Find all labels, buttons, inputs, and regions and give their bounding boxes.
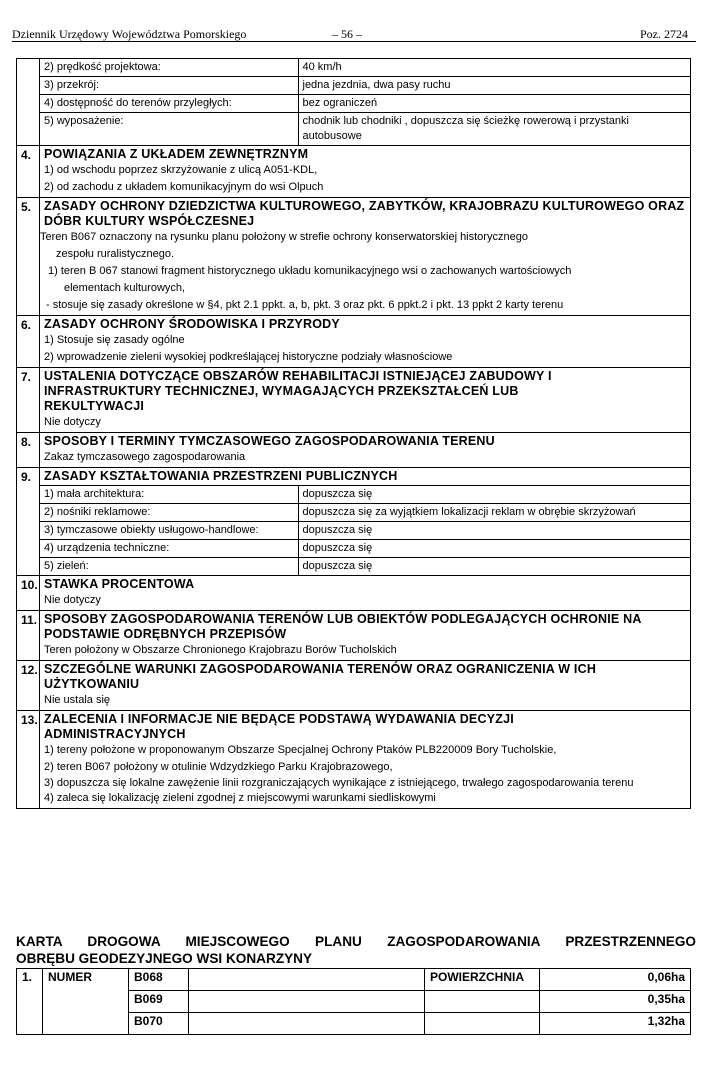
section-number: 5. [17, 198, 40, 316]
section-line: Nie ustala się [44, 694, 111, 706]
section-line: 4) zaleca się lokalizację zieleni zgodnej z miejscowymi warunkami siedliskowymi [44, 792, 436, 804]
powierzchnia-label: POWIERZCHNIA [425, 969, 540, 991]
road-number-table [16, 968, 691, 1035]
section-line: Nie dotyczy [44, 416, 101, 428]
section-line: 2) wprowadzenie zieleni wysokiej podkreślającej historyczne podziały własnościowe [44, 351, 453, 363]
road-area: 1,32ha [540, 1013, 691, 1035]
road-card-title [16, 933, 696, 967]
section-number: 10. [17, 576, 40, 611]
row-label: 5) zieleń: [40, 558, 298, 576]
public-space-table [40, 485, 690, 575]
section-line: 2) od zachodu z układem komunikacyjnym do wsi Olpuch [44, 181, 324, 193]
section-title: USTALENIA DOTYCZĄCE OBSZARÓW REHABILITACJI ISTNIEJĄCEJ ZABUDOWY I INFRASTRUKTURY TECHNICZNEJ, WYMAGAJĄCYCH PRZEKSZTAŁCEŃ LUB REKULTYWACJI [44, 369, 552, 413]
param-row [40, 95, 690, 113]
row-label: 1) mała architektura: [40, 486, 298, 504]
public-space-row [40, 486, 690, 504]
section-title: ZASADY OCHRONY ŚRODOWISKA I PRZYRODY [44, 317, 340, 331]
section-line: 1) tereny położone w proponowanym Obszarze Specjalnej Ochrony Ptaków PLB220009 Bory Tucholskie, [44, 744, 557, 756]
road-area: 0,35ha [540, 991, 691, 1013]
section-number: 11. [17, 611, 40, 661]
param-value: jedna jezdnia, dwa pasy ruchu [298, 77, 690, 95]
section-number: 12. [17, 661, 40, 711]
param-value: 40 km/h [298, 59, 690, 77]
section-line: Nie dotyczy [44, 594, 101, 606]
section-number: 9. [17, 468, 40, 576]
road-card-title-line2: OBRĘBU GEODEZYJNEGO WSI KONARZYNY [16, 951, 313, 966]
section-title: SPOSOBY I TERMINY TYMCZASOWEGO ZAGOSPODAROWANIA TERENU [44, 434, 495, 448]
section-line: 1) teren B 067 stanowi fragment historycznego układu komunikacyjnego wsi o zachowanych wartościowych [48, 265, 572, 277]
page-number: – 56 – [332, 27, 362, 41]
section-9 [17, 468, 691, 576]
section-line: Zakaz tymczasowego zagospodarowania [44, 451, 246, 463]
journal-title: Dziennik Urzędowy Województwa Pomorskiego [12, 27, 247, 41]
public-space-row [40, 522, 690, 540]
param-value: bez ograniczeń [298, 95, 690, 113]
road-params-table [40, 59, 690, 145]
section-number: 4. [17, 146, 40, 198]
row-label: 3) tymczasowe obiekty usługowo-handlowe: [40, 522, 298, 540]
section-title: POWIĄZANIA Z UKŁADEM ZEWNĘTRZNYM [44, 147, 309, 161]
row-value: dopuszcza się [298, 522, 690, 540]
section-6 [17, 316, 691, 368]
section-line: 1) Stosuje się zasady ogólne [44, 334, 185, 346]
section-line: - stosuje się zasady określone w §4, pkt 2.1 ppkt. a, b, pkt. 3 oraz pkt. 6 ppkt.2 i pkt. 13 ppkt 2 karty terenu [46, 299, 564, 311]
road-card-title-line1: KARTA DROGOWA MIEJSCOWEGO PLANU ZAGOSPODAROWANIA PRZESTRZENNEGO [16, 934, 696, 949]
row-label: 4) urządzenia techniczne: [40, 540, 298, 558]
section-title: SPOSOBY ZAGOSPODAROWANIA TERENÓW LUB OBIEKTÓW PODLEGAJĄCYCH OCHRONIE NA PODSTAWIE ODRĘBNYCH PRZEPISÓW [44, 612, 642, 641]
param-label: 5) wyposażenie: [40, 113, 298, 146]
param-row [40, 77, 690, 95]
section-title: ZASADY OCHRONY DZIEDZICTWA KULTUROWEGO, ZABYTKÓW, KRAJOBRAZU KULTUROWEGO ORAZ DÓBR KULTURY WSPÓŁCZESNEJ [44, 199, 685, 228]
section-number: 13. [17, 711, 40, 809]
section-line: 2) teren B067 położony w otulinie Wdzydzkiego Parku Krajobrazowego, [44, 761, 393, 773]
section-11 [17, 611, 691, 661]
road-row [17, 969, 691, 991]
road-area: 0,06ha [540, 969, 691, 991]
road-card-number: 1. [17, 969, 43, 1035]
numer-label: NUMER [43, 969, 129, 1035]
section-10 [17, 576, 691, 611]
param-label: 4) dostępność do terenów przyległych: [40, 95, 298, 113]
param-value: chodnik lub chodniki , dopuszcza się ścieżkę rowerową i przystanki autobusowe [298, 113, 690, 146]
section-13 [17, 711, 691, 809]
row-value: dopuszcza się za wyjątkiem lokalizacji reklam w obrębie skrzyżowań [298, 504, 690, 522]
section-line: 3) dopuszcza się lokalne zawężenie linii rozgraniczających wynikające z istniejącego, trwałego zagospodarowania terenu [44, 777, 634, 789]
row-value: dopuszcza się [298, 558, 690, 576]
section-title: ZALECENIA I INFORMACJE NIE BĘDĄCE PODSTAWĄ WYDAWANIA DECYZJI ADMINISTRACYJNYCH [44, 712, 514, 741]
road-id: B068 [129, 969, 189, 991]
section-number: 7. [17, 368, 40, 433]
section-number: 8. [17, 433, 40, 468]
section-line: Teren B067 oznaczony na rysunku planu położony w strefie ochrony konserwatorskiej historycznego [40, 231, 528, 243]
section-12 [17, 661, 691, 711]
road-id: B069 [129, 991, 189, 1013]
section-8 [17, 433, 691, 468]
public-space-row [40, 558, 690, 576]
param-row [40, 113, 690, 146]
section-line: 1) od wschodu poprzez skrzyżowanie z ulicą A051-KDL, [44, 164, 318, 176]
public-space-row [40, 540, 690, 558]
param-row [40, 59, 690, 77]
section-number: 6. [17, 316, 40, 368]
page-header [12, 27, 696, 42]
row-value: dopuszcza się [298, 486, 690, 504]
section-line: elementach kulturowych, [64, 282, 186, 294]
section-title: SZCZEGÓLNE WARUNKI ZAGOSPODAROWANIA TERENÓW ORAZ OGRANICZENIA W ICH UŻYTKOWANIU [44, 662, 597, 691]
section-4 [17, 146, 691, 198]
param-label: 3) przekrój: [40, 77, 298, 95]
section-line: Teren położony w Obszarze Chronionego Krajobrazu Borów Tucholskich [44, 644, 397, 656]
road-id: B070 [129, 1013, 189, 1035]
section-line: zespołu ruralistycznego. [56, 248, 175, 260]
section-5 [17, 198, 691, 316]
section-title: ZASADY KSZTAŁTOWANIA PRZESTRZENI PUBLICZNYCH [44, 469, 398, 483]
position-number: Poz. 2724 [640, 27, 688, 41]
public-space-row [40, 504, 690, 522]
row-label: 2) nośniki reklamowe: [40, 504, 298, 522]
section-title: STAWKA PROCENTOWA [44, 577, 195, 591]
param-label: 2) prędkość projektowa: [40, 59, 298, 77]
road-params-row [17, 59, 691, 146]
row-value: dopuszcza się [298, 540, 690, 558]
plan-card-table [16, 58, 691, 809]
section-7 [17, 368, 691, 433]
